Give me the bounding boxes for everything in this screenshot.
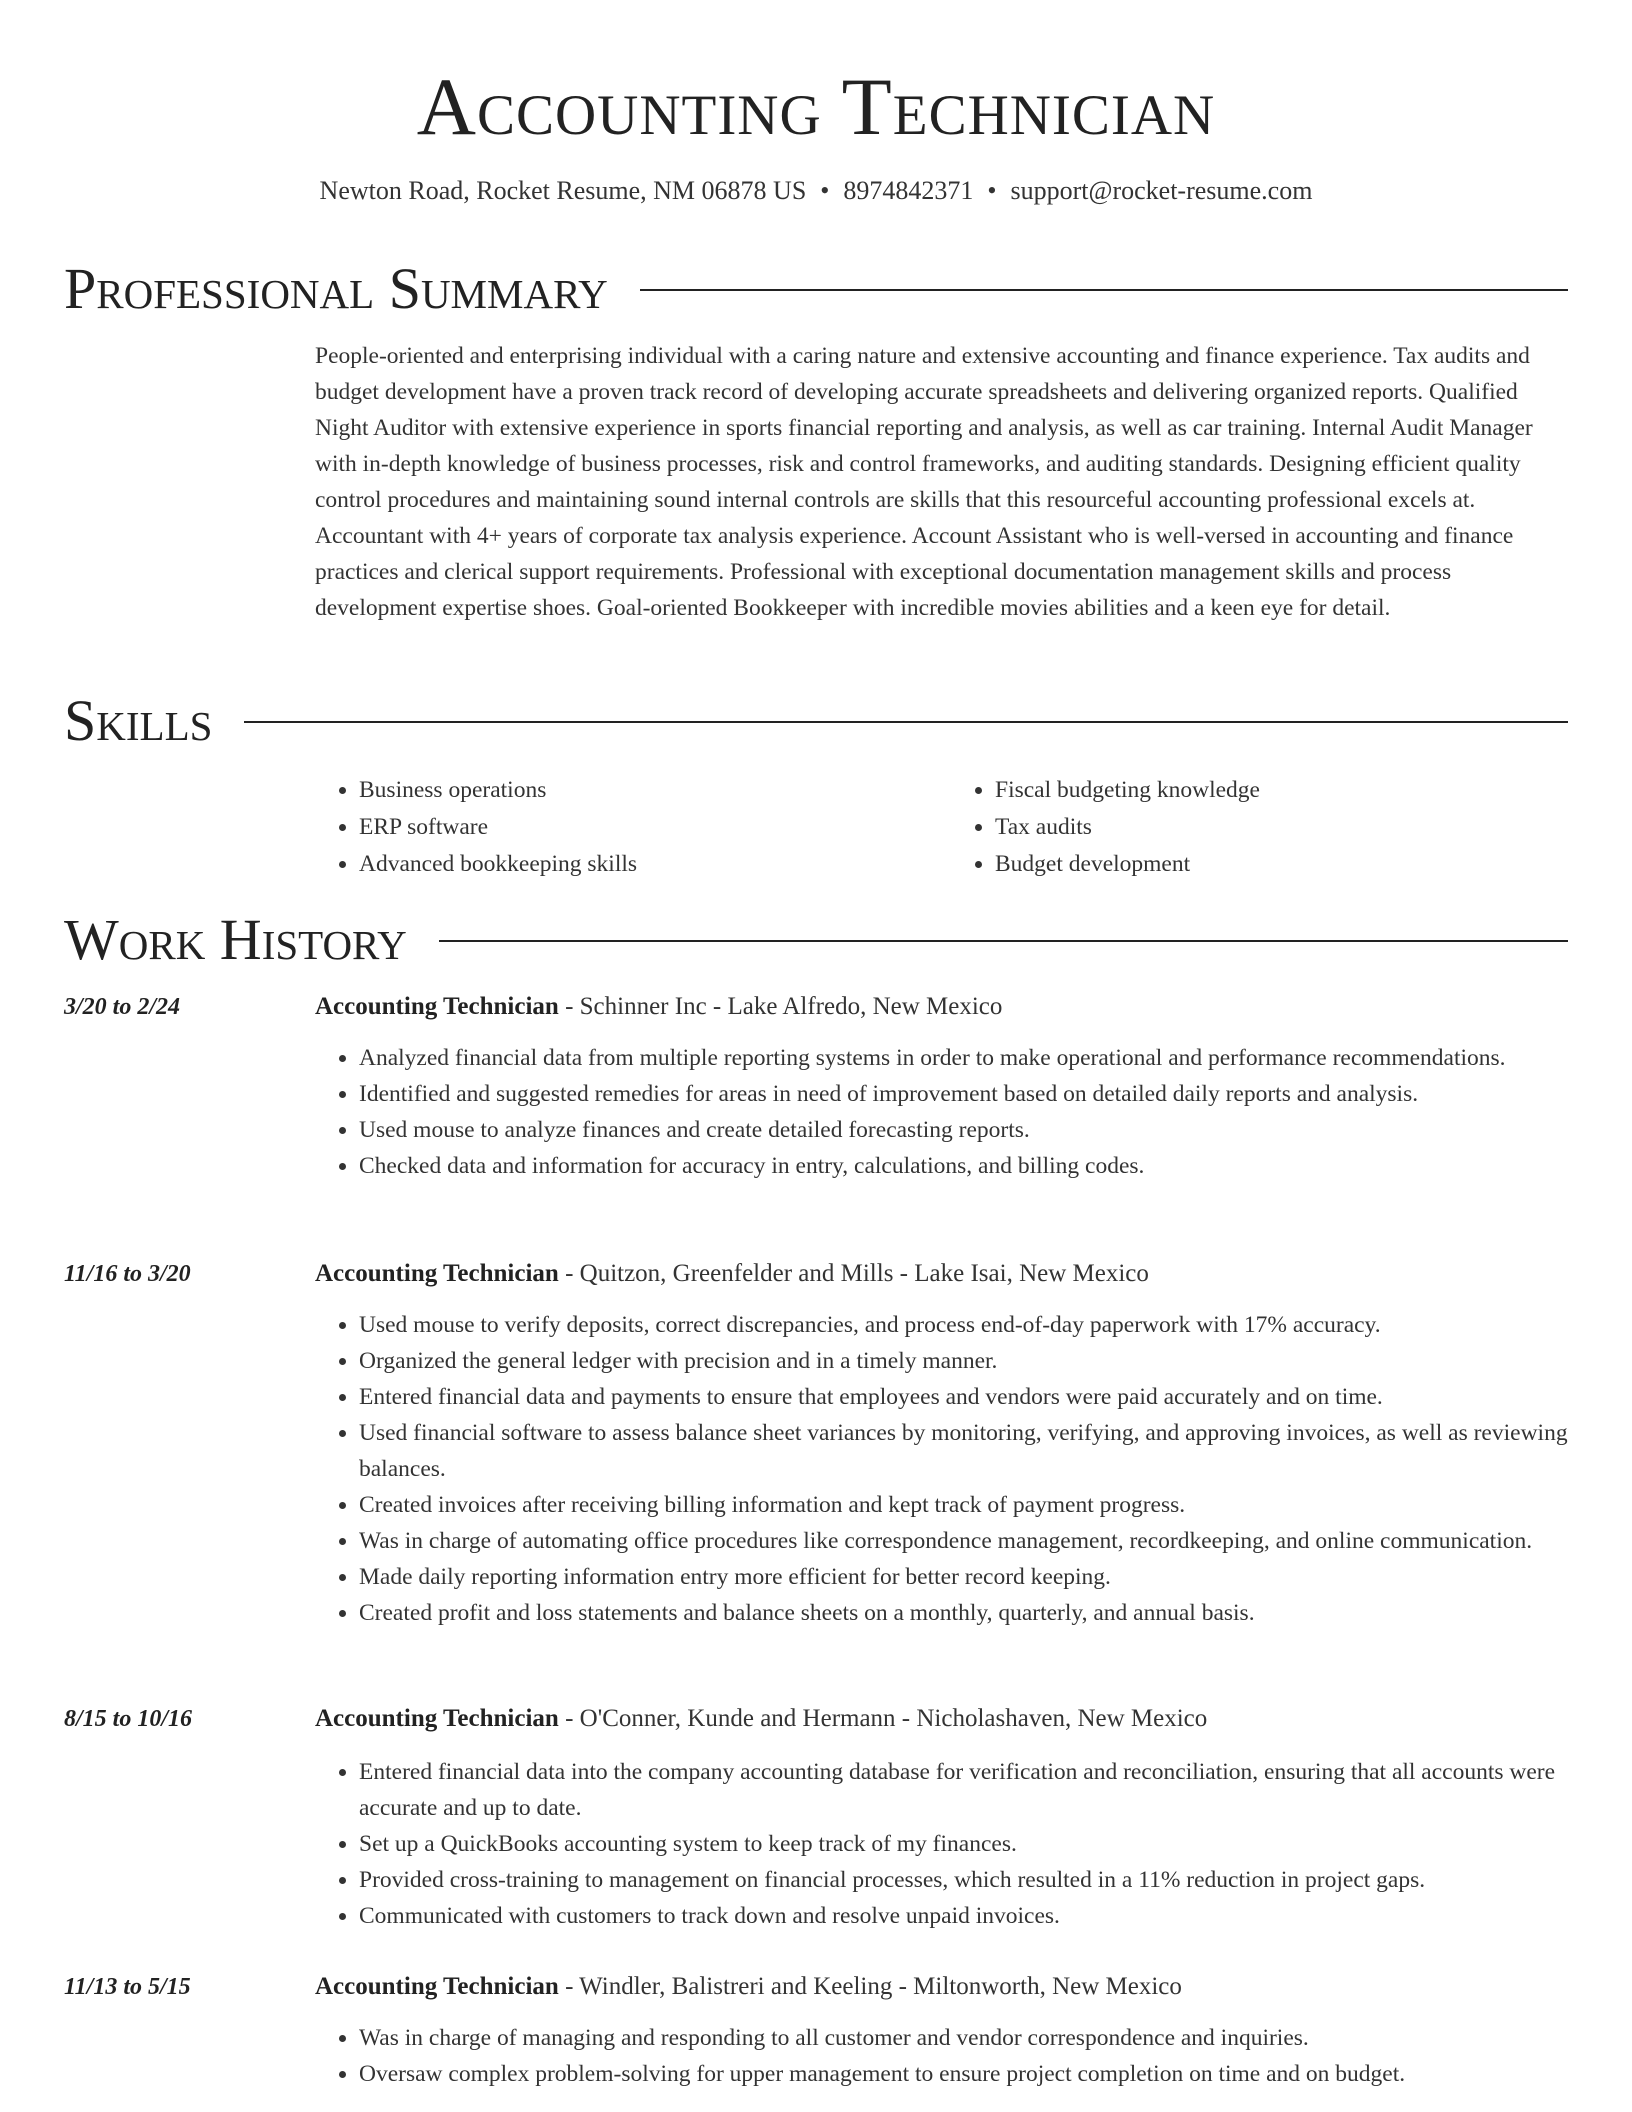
job-bullet: • Created invoices after receiving billing information and kept track of payment progress.	[359, 1487, 1611, 1523]
job-bullet: • Oversaw complex problem-solving for upper management to ensure project completion on time and on budget.	[359, 2056, 1611, 2092]
job-bullet: • Identified and suggested remedies for areas in need of improvement based on detailed daily reports and analysis.	[359, 1076, 1611, 1112]
job-bullet: • Entered financial data and payments to ensure that employees and vendors were paid accurately and on time.	[359, 1379, 1611, 1415]
job-bullet: • Communicated with customers to track down and resolve unpaid invoices.	[359, 1898, 1611, 1934]
job-company: - O'Conner, Kunde and Hermann - Nicholashaven, New Mexico	[558, 1705, 1208, 1732]
separator-dot: •	[987, 176, 997, 205]
job-bullet: • Provided cross-training to management on financial processes, which resulted in a 11% reduction in project gaps.	[359, 1862, 1611, 1898]
work-section-header	[64, 909, 1568, 971]
job-bullet: • Created profit and loss statements and balance sheets on a monthly, quarterly, and annual basis.	[359, 1595, 1611, 1631]
job-bullet: • Used mouse to analyze finances and create detailed forecasting reports.	[359, 1112, 1611, 1148]
job-bullet: • Used mouse to verify deposits, correct discrepancies, and process end-of-day paperwork with 17% accuracy.	[359, 1307, 1611, 1343]
job-title: Accounting Technician	[315, 993, 559, 1020]
job-company: - Windler, Balistreri and Keeling - Miltonworth, New Mexico	[558, 1973, 1182, 2000]
job-company: - Quitzon, Greenfelder and Mills - Lake Isai, New Mexico	[558, 1260, 1149, 1287]
skill-item: • Tax audits	[995, 809, 1567, 846]
job-header	[315, 1970, 1182, 2004]
skill-item: • ERP software	[359, 809, 931, 846]
job-bullets	[315, 2020, 1611, 2092]
phone: 8974842371	[843, 176, 974, 205]
job-header	[315, 1702, 1207, 1736]
skills-list-right	[951, 772, 1567, 883]
job-bullet: • Organized the general ledger with precision and in a timely manner.	[359, 1343, 1611, 1379]
skill-item: • Advanced bookkeeping skills	[359, 846, 931, 883]
summary-title: Professional Summary	[64, 256, 608, 321]
skill-item: • Business operations	[359, 772, 931, 809]
job-company: - Schinner Inc - Lake Alfredo, New Mexico	[558, 993, 1003, 1020]
job-bullets	[315, 1307, 1611, 1631]
skill-item: • Budget development	[995, 846, 1567, 883]
skills-grid	[315, 772, 1567, 883]
job-header	[315, 990, 1002, 1024]
job-bullet: • Used financial software to assess balance sheet variances by monitoring, verifying, and approving invoices, as well as reviewing balances.	[359, 1415, 1611, 1487]
separator-dot: •	[820, 176, 830, 205]
summary-section-header	[64, 258, 1568, 320]
job-bullet: • Entered financial data into the company accounting database for verification and reconciliation, ensuring that all accounts were accurate and up to date.	[359, 1754, 1611, 1826]
contact-line	[64, 174, 1568, 208]
job-title: Accounting Technician	[315, 1260, 559, 1287]
job-bullet: • Analyzed financial data from multiple reporting systems in order to make operational and performance recommendations.	[359, 1040, 1611, 1076]
job-bullet: • Made daily reporting information entry more efficient for better record keeping.	[359, 1559, 1611, 1595]
job-dates: 3/20 to 2/24	[64, 994, 181, 1020]
job-title: Accounting Technician	[315, 1973, 559, 2000]
section-divider	[640, 289, 1568, 291]
job-bullet: • Checked data and information for accuracy in entry, calculations, and billing codes.	[359, 1148, 1611, 1184]
job-bullets	[315, 1040, 1611, 1184]
job-bullet: • Set up a QuickBooks accounting system to keep track of my finances.	[359, 1826, 1611, 1862]
job-bullets	[315, 1754, 1611, 1934]
candidate-name: Accounting Technician	[416, 61, 1216, 152]
job-dates: 11/16 to 3/20	[64, 1261, 191, 1287]
section-divider	[244, 721, 1568, 723]
email: support@rocket-resume.com	[1010, 176, 1313, 205]
job-dates: 11/13 to 5/15	[64, 1974, 191, 2000]
job-bullet: • Was in charge of managing and responding to all customer and vendor correspondence and inquiries.	[359, 2020, 1611, 2056]
skill-item: • Fiscal budgeting knowledge	[995, 772, 1567, 809]
summary-text: People-oriented and enterprising individual with a caring nature and extensive accounting and finance experience. Tax audits and budget development have a proven track record of developing accurate spreadsheets and delivering organized reports. Qualified Night Auditor with extensive experience in sports financial reporting and analysis, as well as car training. Internal Audit Manager with in-depth knowledge of business processes, risk and control frameworks, and auditing standards. Designing efficient quality control procedures and maintaining sound internal controls are skills that this resourceful accounting professional excels at. Accountant with 4+ years of corporate tax analysis experience. Account Assistant who is well-versed in accounting and finance practices and clerical support requirements. Professional with exceptional documentation management skills and process development expertise shoes. Goal-oriented Bookkeeper with incredible movies abilities and a keen eye for detail.	[315, 343, 1533, 621]
skills-list-left	[315, 772, 931, 883]
skills-title: Skills	[64, 688, 213, 753]
skills-section-header	[64, 690, 1568, 752]
section-divider	[439, 940, 1568, 942]
job-bullet: • Was in charge of automating office procedures like correspondence management, recordkeeping, and online communication.	[359, 1523, 1611, 1559]
job-header	[315, 1257, 1149, 1291]
job-dates: 8/15 to 10/16	[64, 1706, 193, 1732]
job-title: Accounting Technician	[315, 1705, 559, 1732]
work-title: Work History	[64, 907, 407, 972]
address: Newton Road, Rocket Resume, NM 06878 US	[319, 176, 807, 205]
